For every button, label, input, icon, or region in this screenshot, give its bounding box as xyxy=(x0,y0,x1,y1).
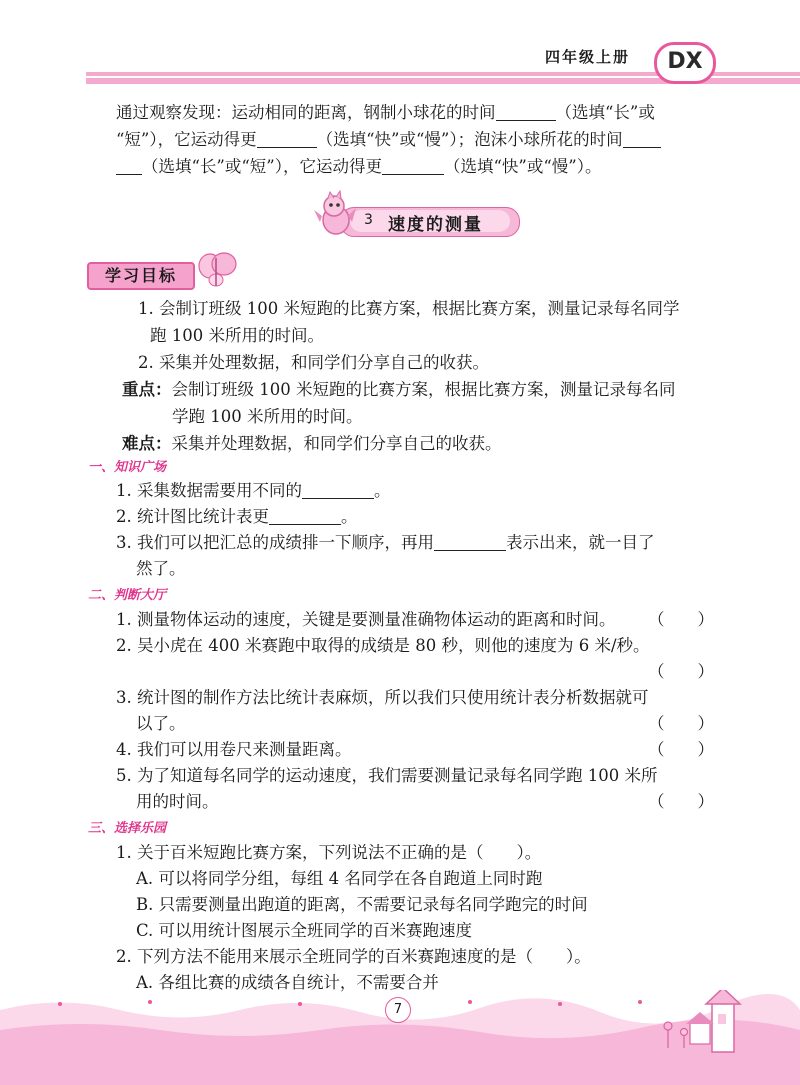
key-point-line-1: 重点：会制订班级 100 米短跑的比赛方案，根据比赛方案，测量记录每名同 xyxy=(122,380,676,399)
part1-q3-line-1: 3. 我们可以把汇总的成绩排一下顺序，再用 表示出来，就一目了 xyxy=(116,533,655,552)
page-number: 7 xyxy=(385,997,411,1023)
part1-q1: 1. 采集数据需要用不同的 。 xyxy=(116,481,391,500)
part-1-heading: 一、知识广场 xyxy=(88,460,167,475)
learning-goals-badge: 学习目标 xyxy=(87,262,195,290)
grade-label: 四年级上册 xyxy=(545,48,631,66)
part3-q1-option-b[interactable]: B. 只需要测量出跑道的距离，不需要记录每名同学跑完的时间 xyxy=(136,895,588,914)
tower-icon xyxy=(686,990,740,1052)
part3-q1-option-a[interactable]: A. 可以将同学分组，每组 4 名同学在各自跑道上同时跑 xyxy=(136,869,543,888)
intro-line-3: （选填“长”或“短”），它运动得更 （选填“快”或“慢”）。 xyxy=(116,153,602,177)
part1-q2: 2. 统计图比统计表更 。 xyxy=(116,507,358,526)
dragon-mascot-icon xyxy=(312,190,358,240)
part1-q3-line-2: 然了。 xyxy=(136,559,186,578)
answer-blank[interactable] xyxy=(302,482,374,500)
part2-q5-line-1: 5. 为了知道每名同学的运动速度，我们需要测量记录每名同学跑 100 米所 xyxy=(116,766,658,785)
section-number: 3 xyxy=(364,212,373,228)
goal-1-line-2: 跑 100 米所用的时间。 xyxy=(150,326,324,345)
part3-q1: 1. 关于百米短跑比赛方案，下列说法不正确的是（ ）。 xyxy=(116,843,542,862)
goal-2: 2. 采集并处理数据，和同学们分享自己的收获。 xyxy=(138,353,489,372)
section-title: 速度的测量 xyxy=(388,215,483,235)
key-point-line-2: 学跑 100 米所用的时间。 xyxy=(172,407,363,426)
intro-line-1: 通过观察发现：运动相同的距离，钢制小球花的时间 （选填“长”或 xyxy=(116,103,655,122)
answer-blank[interactable] xyxy=(496,104,556,122)
answer-paren[interactable]: （ ） xyxy=(648,792,714,811)
answer-blank[interactable] xyxy=(434,534,506,552)
answer-blank[interactable] xyxy=(623,131,661,149)
part2-q3-line-2: 以了。 xyxy=(136,714,186,733)
answer-blank[interactable] xyxy=(257,131,317,149)
part-2-heading: 二、判断大厅 xyxy=(88,588,167,603)
difficulty-line: 难点：采集并处理数据，和同学们分享自己的收获。 xyxy=(122,434,502,453)
part2-q1: 1. 测量物体运动的速度，关键是要测量准确物体运动的距离和时间。 xyxy=(116,610,616,629)
goal-1-line-1: 1. 会制订班级 100 米短跑的比赛方案，根据比赛方案，测量记录每名同学 xyxy=(138,299,680,318)
edition-badge: DX xyxy=(654,42,716,84)
part2-q2: 2. 吴小虎在 400 米赛跑中取得的成绩是 80 秒，则他的速度为 6 米/秒。 xyxy=(116,636,650,655)
answer-paren[interactable]: （ ） xyxy=(648,610,714,629)
answer-blank[interactable] xyxy=(382,158,444,176)
answer-paren[interactable]: （ ） xyxy=(648,714,714,733)
part3-q1-option-c[interactable]: C. 可以用统计图展示全班同学的百米赛跑速度 xyxy=(136,921,473,940)
butterfly-icon xyxy=(196,252,238,288)
part-3-heading: 三、选择乐园 xyxy=(88,821,167,836)
part2-q5-line-2: 用的时间。 xyxy=(136,792,219,811)
answer-paren[interactable]: （ ） xyxy=(648,740,714,759)
part2-q4: 4. 我们可以用卷尺来测量距离。 xyxy=(116,740,352,759)
intro-line-2: “短”），它运动得更 （选填“快”或“慢”）；泡沫小球所花的时间 xyxy=(116,126,661,150)
answer-blank[interactable] xyxy=(116,158,142,176)
part3-q2: 2. 下列方法不能用来展示全班同学的百米赛跑速度的是（ ）。 xyxy=(116,947,591,966)
part3-q2-option-a[interactable]: A. 各组比赛的成绩各自统计，不需要合并 xyxy=(136,973,439,992)
answer-paren[interactable]: （ ） xyxy=(648,662,714,681)
answer-blank[interactable] xyxy=(269,508,341,526)
part2-q3-line-1: 3. 统计图的制作方法比统计表麻烦，所以我们只使用统计表分析数据就可 xyxy=(116,688,649,707)
